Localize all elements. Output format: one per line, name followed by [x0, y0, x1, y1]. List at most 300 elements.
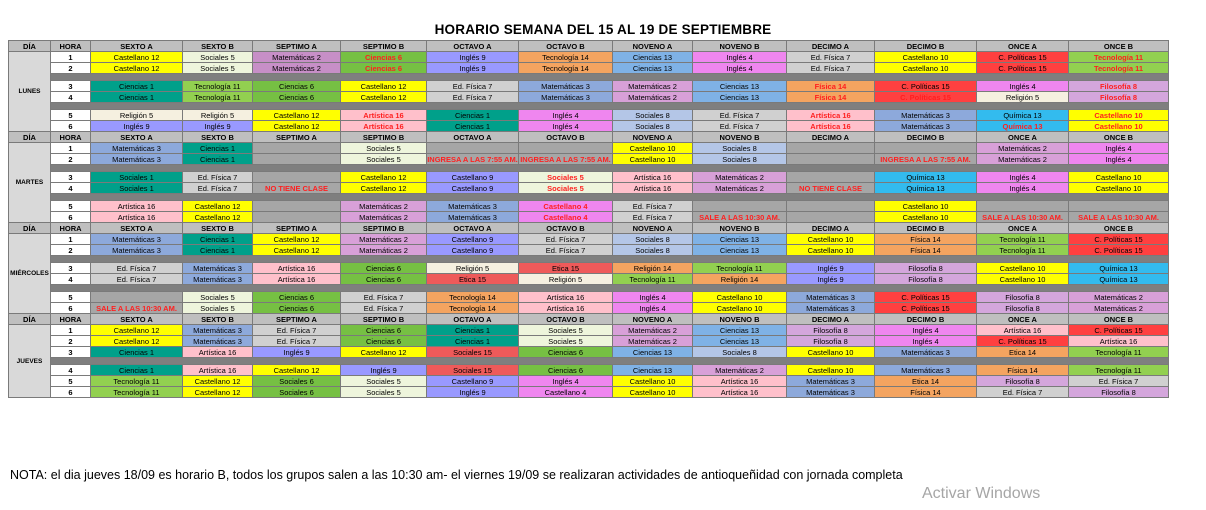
class-cell: Artística 16 [253, 274, 341, 285]
column-header: OCTAVO B [519, 41, 613, 52]
column-header: SEXTO B [183, 132, 253, 143]
class-cell: Sociales 5 [183, 63, 253, 74]
class-cell [91, 292, 183, 303]
class-cell: Tecnología 11 [91, 376, 183, 387]
class-cell: Física 14 [875, 387, 977, 398]
class-cell: Ed. Física 7 [613, 201, 693, 212]
class-cell: Etica 14 [977, 347, 1069, 358]
class-cell: Religión 14 [613, 263, 693, 274]
class-cell: Ed. Física 7 [787, 52, 875, 63]
column-header: NOVENO B [693, 314, 787, 325]
column-header: SEPTIMO B [341, 41, 427, 52]
class-cell: Matemáticas 3 [183, 325, 253, 336]
hour-cell: 6 [51, 212, 91, 223]
class-cell: Ciencias 13 [693, 234, 787, 245]
column-header: ONCE B [1069, 223, 1169, 234]
class-cell: Castellano 10 [613, 387, 693, 398]
class-cell: C. Políticas 15 [875, 303, 977, 314]
class-cell [787, 201, 875, 212]
class-cell: Sociales 1 [91, 172, 183, 183]
table-row [9, 92, 1169, 103]
class-cell: Castellano 10 [787, 347, 875, 358]
class-cell: Tecnología 14 [519, 63, 613, 74]
class-cell: Inglés 9 [427, 52, 519, 63]
day-label: LUNES [9, 52, 51, 132]
class-cell: Física 14 [875, 234, 977, 245]
class-cell: Castellano 12 [253, 121, 341, 132]
class-cell: Ed. Física 7 [693, 121, 787, 132]
hour-cell: 4 [51, 274, 91, 285]
class-cell: Matemáticas 3 [91, 245, 183, 256]
class-cell: Castellano 10 [977, 263, 1069, 274]
column-header: SEPTIMO B [341, 314, 427, 325]
class-cell: Química 13 [875, 183, 977, 194]
class-cell: Artística 16 [693, 387, 787, 398]
class-cell: Ciencias 13 [693, 81, 787, 92]
class-cell: Inglés 4 [613, 292, 693, 303]
class-cell: Religión 5 [977, 92, 1069, 103]
table-row [9, 234, 1169, 245]
class-cell: Química 13 [1069, 274, 1169, 285]
column-header: DECIMO A [787, 223, 875, 234]
class-cell: Física 14 [787, 81, 875, 92]
break-cell [51, 285, 1169, 292]
class-cell: Ciencias 1 [427, 110, 519, 121]
class-cell: Química 13 [977, 110, 1069, 121]
break-cell [51, 256, 1169, 263]
hour-cell: 1 [51, 234, 91, 245]
class-cell: Matemáticas 2 [693, 365, 787, 376]
class-cell: Matemáticas 3 [787, 292, 875, 303]
class-cell: Castellano 10 [977, 274, 1069, 285]
class-cell: Artística 16 [519, 303, 613, 314]
hour-cell: 5 [51, 376, 91, 387]
class-cell: Artística 16 [787, 121, 875, 132]
table-row [9, 110, 1169, 121]
class-cell: Castellano 10 [613, 154, 693, 165]
table-row [9, 325, 1169, 336]
class-cell: Artística 16 [519, 292, 613, 303]
class-cell: Física 14 [787, 92, 875, 103]
class-cell: Química 13 [977, 121, 1069, 132]
class-cell: Ciencias 6 [341, 274, 427, 285]
class-cell: Artística 16 [253, 263, 341, 274]
class-cell: Ed. Física 7 [613, 212, 693, 223]
class-cell: Sociales 1 [91, 183, 183, 194]
class-cell: Inglés 4 [875, 325, 977, 336]
class-cell [519, 143, 613, 154]
class-cell: Inglés 4 [693, 52, 787, 63]
class-cell: Ciencias 13 [613, 347, 693, 358]
hour-cell: 6 [51, 303, 91, 314]
class-cell: Ciencias 6 [341, 336, 427, 347]
class-cell: Castellano 9 [427, 376, 519, 387]
class-cell: Ed. Física 7 [341, 292, 427, 303]
column-header: SEXTO A [91, 223, 183, 234]
class-cell: C. Políticas 15 [875, 292, 977, 303]
column-header: DÍA [9, 132, 51, 143]
hour-cell: 6 [51, 387, 91, 398]
class-cell: Castellano 10 [875, 52, 977, 63]
class-cell: Artística 16 [977, 325, 1069, 336]
class-cell: Tecnología 11 [1069, 365, 1169, 376]
class-cell: Ciencias 1 [91, 81, 183, 92]
class-cell: Castellano 9 [427, 234, 519, 245]
table-row [9, 154, 1169, 165]
class-cell: Tecnología 14 [427, 303, 519, 314]
class-cell: Inglés 4 [613, 303, 693, 314]
column-header: SEPTIMO A [253, 314, 341, 325]
class-cell: Tecnología 11 [613, 274, 693, 285]
class-cell: Artística 16 [613, 183, 693, 194]
class-cell: INGRESA A LAS 7:55 AM. [520, 154, 611, 164]
class-cell [787, 143, 875, 154]
column-header: SEPTIMO A [253, 41, 341, 52]
class-cell: INGRESA A LAS 7:55 AM. [875, 154, 977, 165]
schedule-table [8, 40, 1169, 398]
hour-cell: 2 [51, 63, 91, 74]
class-cell: Tecnología 11 [183, 92, 253, 103]
break-row [9, 358, 1169, 365]
class-cell: Sociales 5 [341, 376, 427, 387]
class-cell: Castellano 10 [787, 234, 875, 245]
hour-cell: 2 [51, 245, 91, 256]
class-cell: Sociales 8 [613, 245, 693, 256]
class-cell: Castellano 12 [341, 347, 427, 358]
class-cell: Castellano 9 [427, 183, 519, 194]
class-cell: Matemáticas 3 [875, 110, 977, 121]
class-cell: Matemáticas 2 [1069, 292, 1169, 303]
class-cell: C. Políticas 15 [1069, 245, 1169, 256]
class-cell: Inglés 4 [875, 336, 977, 347]
class-cell: Matemáticas 2 [341, 234, 427, 245]
class-cell: Etica 14 [875, 376, 977, 387]
class-cell: C. Políticas 15 [1069, 234, 1169, 245]
class-cell: Filosofía 8 [787, 336, 875, 347]
class-cell: Castellano 10 [693, 303, 787, 314]
day-label: JUEVES [9, 325, 51, 398]
class-cell: Artística 16 [91, 201, 183, 212]
class-cell: Matemáticas 3 [875, 121, 977, 132]
class-cell: Matemáticas 2 [613, 336, 693, 347]
class-cell: Etica 15 [427, 274, 519, 285]
class-cell: Matemáticas 3 [91, 154, 183, 165]
windows-activation-watermark: Activar Windows [922, 485, 1041, 502]
class-cell: Inglés 4 [519, 121, 613, 132]
class-cell: Tecnología 11 [1069, 347, 1169, 358]
class-cell: C. Políticas 15 [977, 52, 1069, 63]
class-cell: Castellano 9 [427, 172, 519, 183]
class-cell: Ed. Física 7 [341, 303, 427, 314]
class-cell: Castellano 10 [875, 212, 977, 223]
class-cell: Matemáticas 2 [977, 143, 1069, 154]
class-cell [253, 154, 341, 165]
footer-note: NOTA: el dia jueves 18/09 es horario B, todos los grupos salen a las 10:30 am- el viernes 19/09 se realizaran actividades de antioqueñidad con jornada completa [10, 468, 903, 482]
column-header: NOVENO B [693, 41, 787, 52]
class-cell: Matemáticas 2 [341, 245, 427, 256]
class-cell: SALE A LAS 10:30 AM. [91, 303, 183, 314]
class-cell [253, 212, 341, 223]
class-cell: Filosofía 8 [1069, 92, 1169, 103]
class-cell: Ciencias 6 [519, 347, 613, 358]
column-header: ONCE B [1069, 314, 1169, 325]
table-row [9, 121, 1169, 132]
class-cell: Castellano 12 [91, 52, 183, 63]
column-header: SEPTIMO A [253, 223, 341, 234]
hour-cell: 3 [51, 347, 91, 358]
class-cell: Ciencias 1 [91, 365, 183, 376]
class-cell: Tecnología 14 [427, 292, 519, 303]
class-cell: Matemáticas 3 [519, 81, 613, 92]
hour-cell: 2 [51, 154, 91, 165]
class-cell: Ed. Física 7 [253, 336, 341, 347]
class-cell: C. Políticas 15 [977, 63, 1069, 74]
class-cell: Artística 16 [183, 347, 253, 358]
class-cell: Matemáticas 2 [693, 183, 787, 194]
class-cell: Ciencias 6 [341, 52, 427, 63]
class-cell: Ciencias 6 [341, 325, 427, 336]
class-cell [787, 172, 875, 183]
class-cell: Inglés 4 [977, 81, 1069, 92]
class-cell: Física 14 [875, 245, 977, 256]
class-cell: Sociales 8 [693, 154, 787, 165]
class-cell: Castellano 12 [91, 63, 183, 74]
class-cell: INGRESA A LAS 7:55 AM. [427, 154, 518, 164]
class-cell: Matemáticas 3 [91, 143, 183, 154]
column-header: DÍA [9, 41, 51, 52]
break-cell [51, 103, 1169, 110]
header-row [9, 41, 1169, 52]
class-cell: Inglés 9 [427, 63, 519, 74]
column-header: HORA [51, 314, 91, 325]
class-cell: Ciencias 6 [341, 63, 427, 74]
class-cell: Castellano 12 [183, 387, 253, 398]
class-cell: NO TIENE CLASE [787, 183, 875, 194]
class-cell: Ciencias 13 [693, 245, 787, 256]
class-cell: Ciencias 1 [91, 92, 183, 103]
class-cell: Ciencias 6 [519, 365, 613, 376]
hour-cell: 5 [51, 201, 91, 212]
class-cell: Artística 16 [693, 376, 787, 387]
day-label: MIÉRCOLES [9, 234, 51, 314]
table-row [9, 365, 1169, 376]
class-cell: Castellano 10 [787, 245, 875, 256]
class-cell: Matemáticas 3 [875, 347, 977, 358]
class-cell [693, 201, 787, 212]
class-cell: Ed. Física 7 [519, 234, 613, 245]
class-cell: Ed. Física 7 [91, 263, 183, 274]
class-cell: Matemáticas 2 [693, 172, 787, 183]
class-cell: Religión 5 [91, 110, 183, 121]
class-cell [875, 143, 977, 154]
class-cell: Sociales 8 [693, 143, 787, 154]
class-cell: Inglés 9 [91, 121, 183, 132]
column-header: OCTAVO A [427, 223, 519, 234]
class-cell: Ciencias 1 [183, 143, 253, 154]
class-cell: Matemáticas 2 [341, 212, 427, 223]
class-cell: Castellano 12 [341, 92, 427, 103]
class-cell: Ed. Física 7 [977, 387, 1069, 398]
class-cell: Matemáticas 2 [341, 201, 427, 212]
class-cell: Inglés 4 [977, 172, 1069, 183]
break-cell [51, 74, 1169, 81]
class-cell: Ed. Física 7 [183, 183, 253, 194]
class-cell: Tecnología 11 [1069, 52, 1169, 63]
class-cell: Matemáticas 2 [613, 81, 693, 92]
class-cell: Castellano 12 [253, 234, 341, 245]
class-cell: Castellano 12 [341, 81, 427, 92]
class-cell: Matemáticas 3 [787, 387, 875, 398]
column-header: ONCE A [977, 314, 1069, 325]
header-row [9, 132, 1169, 143]
table-row [9, 292, 1169, 303]
class-cell: Matemáticas 2 [613, 325, 693, 336]
schedule-title: HORARIO SEMANA DEL 15 AL 19 DE SEPTIEMBRE [434, 22, 772, 37]
class-cell: Ciencias 6 [253, 92, 341, 103]
table-row [9, 347, 1169, 358]
column-header: NOVENO A [613, 314, 693, 325]
class-cell: Castellano 4 [519, 212, 613, 223]
class-cell: Inglés 9 [427, 387, 519, 398]
class-cell: Castellano 12 [253, 110, 341, 121]
class-cell: Ed. Física 7 [427, 92, 519, 103]
class-cell: Sociales 5 [183, 52, 253, 63]
header-row [9, 223, 1169, 234]
class-cell: Ciencias 1 [183, 245, 253, 256]
class-cell: Química 13 [875, 172, 977, 183]
column-header: ONCE A [977, 41, 1069, 52]
hour-cell: 1 [51, 143, 91, 154]
table-row [9, 52, 1169, 63]
class-cell: Matemáticas 2 [1069, 303, 1169, 314]
class-cell: Matemáticas 3 [427, 212, 519, 223]
class-cell: Castellano 12 [183, 212, 253, 223]
break-row [9, 285, 1169, 292]
class-cell: Tecnología 11 [91, 387, 183, 398]
break-row [9, 74, 1169, 81]
class-cell: Filosofía 8 [875, 274, 977, 285]
table-row [9, 81, 1169, 92]
table-row [9, 336, 1169, 347]
class-cell: Ciencias 6 [253, 292, 341, 303]
column-header: DECIMO B [875, 41, 977, 52]
column-header: SEPTIMO B [341, 223, 427, 234]
class-cell: Castellano 10 [613, 143, 693, 154]
class-cell: Ed. Física 7 [427, 81, 519, 92]
class-cell: Sociales 5 [341, 143, 427, 154]
column-header: SEXTO B [183, 223, 253, 234]
class-cell: Castellano 12 [341, 172, 427, 183]
class-cell: Etica 15 [519, 263, 613, 274]
break-row [9, 103, 1169, 110]
column-header: ONCE A [977, 132, 1069, 143]
class-cell: Tecnología 11 [183, 81, 253, 92]
column-header: OCTAVO A [427, 132, 519, 143]
class-cell: Sociales 5 [183, 303, 253, 314]
class-cell: Inglés 9 [183, 121, 253, 132]
column-header: SEXTO B [183, 41, 253, 52]
class-cell: C. Políticas 15 [977, 336, 1069, 347]
column-header: DECIMO B [875, 132, 977, 143]
class-cell: Inglés 4 [693, 63, 787, 74]
column-header: SEXTO A [91, 41, 183, 52]
column-header: NOVENO A [613, 41, 693, 52]
class-cell: Ed. Física 7 [519, 245, 613, 256]
hour-cell: 6 [51, 121, 91, 132]
class-cell: SALE A LAS 10:30 AM. [1069, 212, 1169, 223]
hour-cell: 3 [51, 81, 91, 92]
table-row [9, 201, 1169, 212]
class-cell: Ciencias 13 [693, 325, 787, 336]
class-cell: Sociales 8 [693, 347, 787, 358]
class-cell: Química 13 [1069, 263, 1169, 274]
class-cell: Filosofía 8 [1069, 387, 1169, 398]
class-cell: Castellano 10 [613, 376, 693, 387]
column-header: HORA [51, 223, 91, 234]
class-cell: Matemáticas 3 [183, 336, 253, 347]
class-cell: Física 14 [977, 365, 1069, 376]
hour-cell: 3 [51, 263, 91, 274]
class-cell: Sociales 5 [519, 325, 613, 336]
table-row [9, 63, 1169, 74]
class-cell: Matemáticas 3 [875, 365, 977, 376]
class-cell: Matemáticas 3 [519, 92, 613, 103]
class-cell: Sociales 5 [519, 183, 613, 194]
class-cell: Filosofía 8 [977, 292, 1069, 303]
column-header: SEPTIMO A [253, 132, 341, 143]
class-cell: Religión 5 [427, 263, 519, 274]
class-cell: Inglés 4 [977, 183, 1069, 194]
class-cell: Ciencias 13 [613, 365, 693, 376]
column-header: DECIMO A [787, 41, 875, 52]
column-header: SEPTIMO B [341, 132, 427, 143]
class-cell: Sociales 5 [519, 172, 613, 183]
class-cell: Sociales 6 [253, 387, 341, 398]
class-cell: Ed. Física 7 [693, 110, 787, 121]
class-cell: Castellano 10 [875, 63, 977, 74]
class-cell: Castellano 12 [91, 336, 183, 347]
table-row [9, 212, 1169, 223]
break-row [9, 194, 1169, 201]
column-header: SEXTO A [91, 314, 183, 325]
class-cell: Artística 16 [787, 110, 875, 121]
class-cell: Ciencias 13 [693, 336, 787, 347]
class-cell: Inglés 4 [1069, 154, 1169, 165]
column-header: DÍA [9, 223, 51, 234]
class-cell: Castellano 10 [1069, 110, 1169, 121]
column-header: NOVENO A [613, 132, 693, 143]
class-cell: Inglés 4 [519, 110, 613, 121]
class-cell [1069, 201, 1169, 212]
class-cell: Artística 16 [1069, 336, 1169, 347]
break-cell [51, 194, 1169, 201]
class-cell: Inglés 9 [341, 365, 427, 376]
table-row [9, 303, 1169, 314]
class-cell: Castellano 10 [1069, 183, 1169, 194]
column-header: DECIMO B [875, 223, 977, 234]
column-header: NOVENO B [693, 132, 787, 143]
table-row [9, 263, 1169, 274]
class-cell: Sociales 6 [253, 376, 341, 387]
break-cell [51, 165, 1169, 172]
class-cell: NO TIENE CLASE [253, 183, 341, 194]
class-cell: Religión 5 [183, 110, 253, 121]
class-cell: Sociales 8 [613, 110, 693, 121]
class-cell: Ciencias 13 [693, 92, 787, 103]
column-header: SEXTO A [91, 132, 183, 143]
table-row [9, 143, 1169, 154]
class-cell: Matemáticas 3 [183, 274, 253, 285]
